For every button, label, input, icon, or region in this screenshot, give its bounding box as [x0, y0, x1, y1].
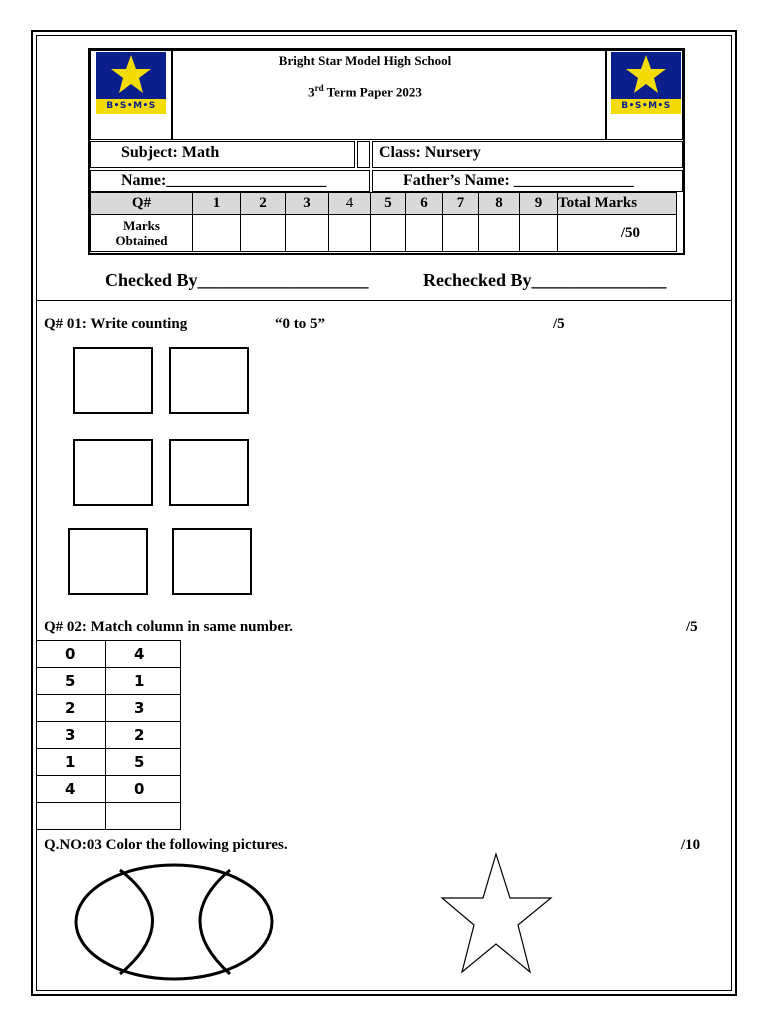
ball-picture[interactable] [70, 860, 280, 986]
star-outline [442, 854, 551, 972]
table-row [37, 749, 181, 776]
match-right: 0 [106, 776, 181, 803]
q3-label: Q.NO:03 Color the following pictures. [44, 837, 288, 853]
school-name: Bright Star Model High School [278, 53, 452, 68]
mark-cell[interactable] [241, 215, 286, 252]
answer-box[interactable] [68, 528, 148, 595]
mark-cell[interactable] [193, 215, 241, 252]
q-col-9: 9 [520, 193, 558, 215]
match-right: 3 [106, 695, 181, 722]
term-title [173, 83, 557, 100]
mark-cell[interactable] [406, 215, 443, 252]
answer-box[interactable] [73, 439, 153, 506]
match-left: 1 [37, 749, 106, 776]
section-divider [36, 300, 732, 301]
match-right [106, 803, 181, 830]
checked-by[interactable]: Checked By___________________ [105, 270, 369, 290]
father-name-field[interactable]: Father’s Name: _______________ [372, 170, 683, 192]
table-row [37, 722, 181, 749]
mark-cell[interactable] [286, 215, 329, 252]
school-logo-left [96, 52, 166, 114]
table-row [37, 695, 181, 722]
name-field[interactable]: Name:____________________ [90, 170, 370, 192]
match-left [37, 803, 106, 830]
ball-outline [76, 865, 272, 979]
total-marks-header: Total Marks [558, 193, 677, 215]
ball-seam-left [120, 870, 153, 974]
match-right: 4 [106, 641, 181, 668]
q2-label: Q# 02: Match column in same number. [44, 619, 294, 635]
table-row [37, 641, 181, 668]
star-icon [625, 54, 667, 94]
q2-marks: /5 [686, 619, 698, 635]
answer-box[interactable] [169, 347, 249, 414]
marks-table [90, 192, 677, 252]
match-left: 5 [37, 668, 106, 695]
answer-box[interactable] [169, 439, 249, 506]
q1-range: “0 to 5” [275, 316, 325, 332]
marks-header-row [91, 193, 677, 215]
star-picture[interactable] [440, 852, 554, 976]
table-row [37, 668, 181, 695]
answer-box[interactable] [172, 528, 252, 595]
q1-marks: /5 [553, 316, 565, 332]
marks-label-line2: Obtained [115, 233, 168, 248]
q-col-2: 2 [241, 193, 286, 215]
q1-label: Q# 01: Write counting [44, 316, 188, 332]
marks-obtained-label [91, 215, 193, 252]
total-marks-value: /50 [558, 215, 677, 252]
marks-obtained-row [91, 215, 677, 252]
q-col-1: 1 [193, 193, 241, 215]
match-right: 2 [106, 722, 181, 749]
logo-text: B•S•M•S [96, 99, 166, 114]
term-ordinal: 3 [308, 84, 315, 100]
rechecked-by[interactable]: Rechecked By_______________ [423, 270, 667, 290]
term-suffix: rd [314, 83, 324, 93]
match-right: 1 [106, 668, 181, 695]
table-row [37, 803, 181, 830]
subject-field: Subject: Math [90, 141, 355, 168]
marks-label-line1: Marks [123, 218, 160, 233]
mark-cell[interactable] [443, 215, 479, 252]
divider-cell [357, 141, 370, 168]
mark-cell[interactable] [479, 215, 520, 252]
match-left: 0 [37, 641, 106, 668]
mark-cell[interactable] [371, 215, 406, 252]
match-table [36, 640, 181, 830]
q-col-7: 7 [443, 193, 479, 215]
logo-cell-right [606, 50, 683, 140]
q-col-8: 8 [479, 193, 520, 215]
match-left: 3 [37, 722, 106, 749]
q-col-6: 6 [406, 193, 443, 215]
mark-cell[interactable] [520, 215, 558, 252]
title-cell [172, 50, 606, 140]
q-col-3: 3 [286, 193, 329, 215]
q-col-4: 4 [329, 193, 371, 215]
q-header: Q# [91, 193, 193, 215]
logo-text: B•S•M•S [611, 99, 681, 114]
school-logo-right [611, 52, 681, 114]
q-col-5: 5 [371, 193, 406, 215]
match-right: 5 [106, 749, 181, 776]
q3-marks: /10 [681, 837, 701, 853]
answer-box[interactable] [73, 347, 153, 414]
class-field: Class: Nursery [372, 141, 683, 168]
mark-cell[interactable] [329, 215, 371, 252]
star-icon [110, 54, 152, 94]
term-rest: Term Paper 2023 [323, 84, 422, 100]
match-left: 2 [37, 695, 106, 722]
table-row [37, 776, 181, 803]
ball-seam-right [200, 870, 230, 974]
logo-cell-left [90, 50, 172, 140]
match-left: 4 [37, 776, 106, 803]
